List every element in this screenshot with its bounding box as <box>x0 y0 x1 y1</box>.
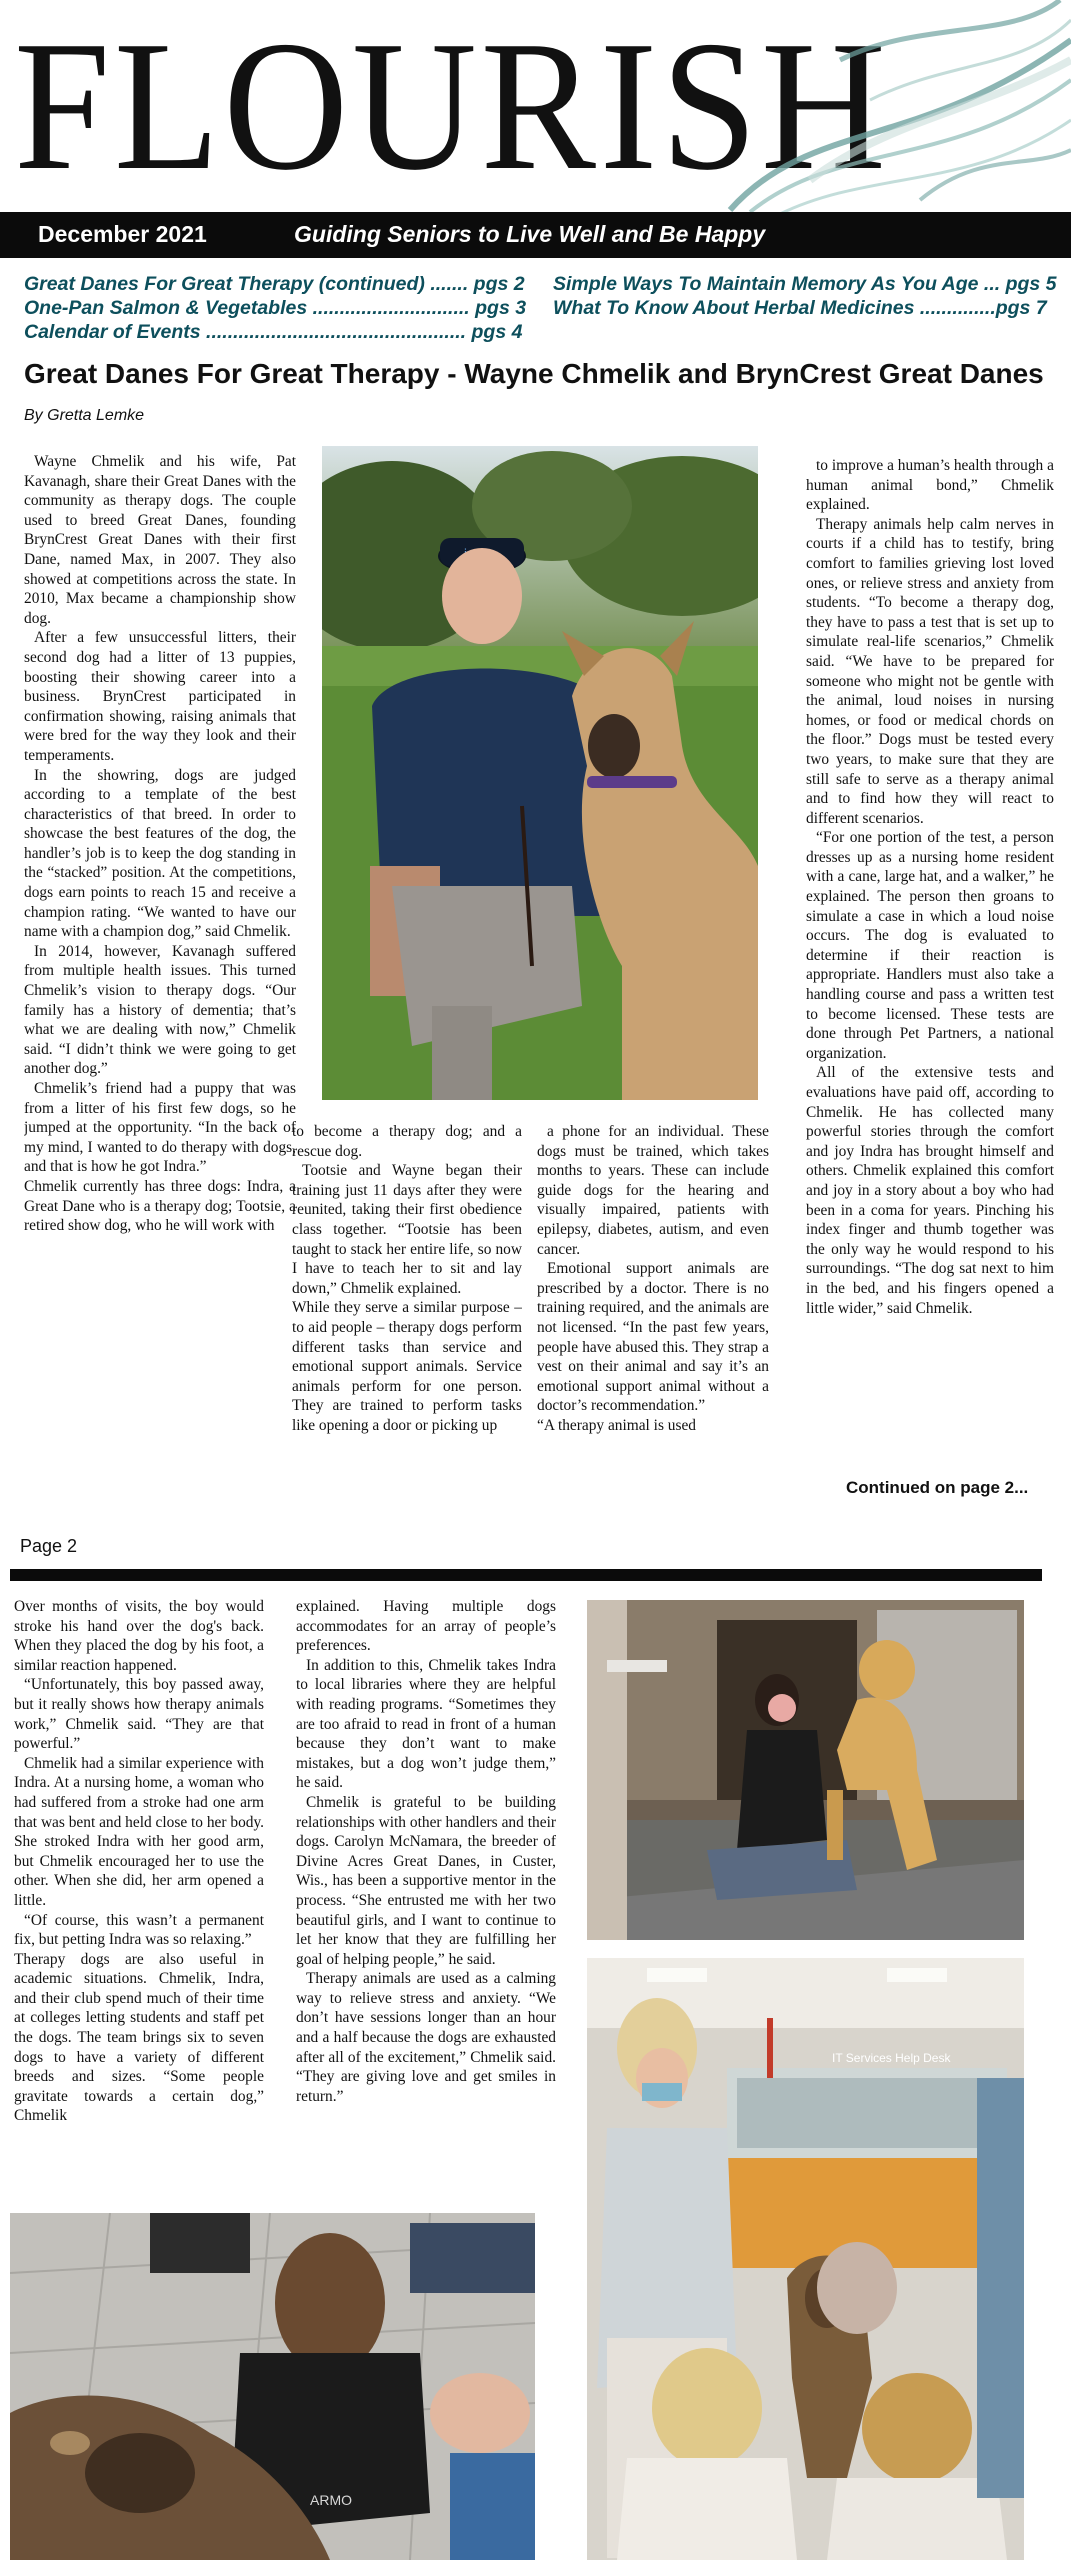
paragraph: Emotional support animals are prescribed by a doctor. There is no training required, and the animals are not licensed. “In the past few years, people have abused this. They strap a vest on their animal and say it’s an emotional support animal without a doctor’s recommendation.” <box>537 1260 769 1415</box>
help-desk-sign: IT Services Help Desk <box>832 2051 951 2065</box>
paragraph: to become a therapy dog; and a rescue dog. <box>292 1123 522 1160</box>
paragraph: While they serve a similar purpose – to aid people – therapy dogs perform different tasks than service and emotional support animals. Service animals perform for one person. They are trained to perform tasks like opening a door or picking up <box>292 1299 522 1434</box>
paragraph: In 2014, however, Kavanagh suffered from multiple health issues. This turned Chmelik’s vision to therapy dogs. “Our family has a history of dementia; that’s what we are dealing with now,” Chmelik said. “I didn’t think we were going to get another dog.” <box>24 942 296 1078</box>
photo-dog-greeting-woman <box>587 1600 1024 1940</box>
masthead-banner <box>0 212 1071 258</box>
photo-wayne-with-indra-image <box>322 446 758 1100</box>
toc-item[interactable]: Calendar of Events ................................................ pgs 4 <box>24 321 523 343</box>
photo-students-on-floor-image <box>10 2213 535 2560</box>
page2-column-2 <box>296 1597 556 2177</box>
page-divider <box>10 1569 1042 1581</box>
paragraph: Chmelik had a similar experience with Indra. At a nursing home, a woman who had suffered from a stroke had one arm that was bent and held close to her body. She stroked Indra with her good arm, but Chmelik encouraged her to use the other. When she did, her arm opened a little. <box>14 1754 264 1909</box>
paragraph: Tootsie and Wayne began their training just 11 days after they were reunited, taking their first obedience class together. “Tootsie has been taught to stack her entire life, so now I have to teach her to sit and lay down,” Chmelik explained. <box>292 1162 522 1297</box>
toc-item[interactable]: What To Know About Herbal Medicines ..............pgs 7 <box>553 297 1047 319</box>
photo-wayne-with-indra <box>322 446 758 1100</box>
paragraph: “Unfortunately, this boy passed away, but it really shows how therapy animals work,” Chmelik said. “They are that powerful.” <box>14 1676 264 1753</box>
paragraph: Therapy dogs are also useful in academic situations. Chmelik, Indra, and their club spend much of their time at colleges letting students and staff pet the dogs. The team brings six to seven dogs to have a variety of different breeds and sizes. “Some people gravitate towards a certain dog,” Chmelik <box>14 1950 264 2125</box>
toc-right <box>553 272 1057 320</box>
photo-students-help-desk-image <box>587 1958 1024 2560</box>
page2-column-1 <box>14 1597 264 2209</box>
paragraph: Chmelik currently has three dogs: Indra, a Great Dane who is a therapy dog; Tootsie, a retired show dog, who he will work with <box>24 1177 296 1235</box>
paragraph: In the showring, dogs are judged according to a template of the best characteristics of that breed. In order to showcase the best features of the dog, the handler’s job is to keep the dog standing in the “stacked” position. At the competitions, dogs earn points to reach 15 and receive a champion rating. “We wanted to have our name with a champion dog,” said Chmelik. <box>24 766 296 941</box>
paragraph: All of the extensive tests and evaluations have paid off, according to Chmelik. He has collected many powerful stories through the comfort and joy Indra has brought himself and others. Chmelik explained this comfort and joy in a story about a boy who had been in a coma for years. Pinching his index finger and thumb together was the only way he would respond to his surroundings. “The dog sat next to him in the bed, and his fingers opened a little wider,” said Chmelik. <box>806 1064 1054 1317</box>
paragraph: “A therapy animal is used <box>537 1416 696 1434</box>
photo-students-help-desk <box>587 1958 1024 2560</box>
article-column-2 <box>292 1122 522 1492</box>
tagline: Guiding Seniors to Live Well and Be Happy <box>294 221 766 247</box>
article-column-4 <box>806 456 1054 1456</box>
article-byline: By Gretta Lemke <box>24 407 145 424</box>
article-column-3 <box>537 1122 769 1492</box>
photo-dog-greeting-woman-image <box>587 1600 1024 1940</box>
continued-note: Continued on page 2... <box>846 1478 1029 1497</box>
page-label: Page 2 <box>20 1536 78 1556</box>
paragraph: Therapy animals help calm nerves in courts if a child has to testify, bring comfort to families grieving lost loved ones, or relieve stress and anxiety from students. “To become a therapy dog, they have to pass a test that is set up to simulate real-life scenarios,” Chmelik said. “We have to be prepared for someone who might not be gentle with the animal, loud noises in nursing homes, or food or medical chords on the floor.” Dogs must be tested every two years, to make sure that they are still safe to serve as a therapy animal and to find how they will react to different scenarios. <box>806 515 1054 827</box>
paragraph: After a few unsuccessful litters, their second dog had a litter of 13 puppies, boosting their showing career into a business. BrynCrest participated in confirmation showing, raising animals that were bred for the way they look and their temperaments. <box>24 629 296 764</box>
toc-item[interactable]: Great Danes For Great Therapy (continued) ....... pgs 2 <box>24 273 525 295</box>
photo-students-on-floor <box>10 2213 535 2560</box>
paragraph: “Of course, this wasn’t a permanent fix, but petting Indra was so relaxing.” <box>14 1911 264 1949</box>
paragraph: Chmelik is grateful to be building relationships with other handlers and their dogs. Carolyn McNamara, the breeder of Divine Acres Great Danes, in Custer, Wis., has been a supportive mentor in the process. “She entrusted me with her two beautiful girls, and I want to continue to let her know that they are fulfilling her goal of helping people,” he said. <box>296 1793 556 1968</box>
toc-left <box>24 272 526 344</box>
toc-item[interactable]: Simple Ways To Maintain Memory As You Age ... pgs 5 <box>553 273 1057 295</box>
paragraph: a phone for an individual. These dogs must be trained, which takes months to years. These can include guide dogs for the hearing and visually impaired, patients with epilepsy, diabetes, autism, and even cancer. <box>537 1123 769 1258</box>
masthead <box>0 0 1071 210</box>
paragraph: explained. Having multiple dogs accommodates for an array of people’s preferences. <box>296 1598 556 1655</box>
paragraph: Wayne Chmelik and his wife, Pat Kavanagh, share their Great Danes with the community as therapy dogs. The couple used to breed Great Danes, founding BrynCrest Great Danes with their first Dane, named Max, in 2007. They also showed at competitions across the state. In 2010, Max became a championship show dog. <box>24 453 296 627</box>
paragraph: In addition to this, Chmelik takes Indra to local libraries where they are helpful with reading programs. “Sometimes they are too afraid to read in front of a human because they don’t want to make mistakes, but a dog won’t judge them,” he said. <box>296 1656 556 1792</box>
swirl-decoration-icon <box>720 0 1071 215</box>
masthead-title: FLOURISH <box>14 3 890 209</box>
article-headline: Great Danes For Great Therapy - Wayne Chmelik and BrynCrest Great Danes <box>24 358 1044 389</box>
article-column-1 <box>24 452 296 1492</box>
shirt-print: ARMO <box>310 2492 352 2508</box>
paragraph: to improve a human’s health through a human animal bond,” Chmelik explained. <box>806 457 1054 514</box>
paragraph: “For one portion of the test, a person dresses up as a nursing home resident with a cane, large hat, and a walker,” he explained. The person then groans to simulate a case in which a loud noise occurs. The dog is evaluated to determine if their reaction is appropriate. Handlers must also take a handling course and pass a written test to become licensed. These tests are done through Pet Partners, a national organization. <box>806 829 1054 1062</box>
paragraph: Therapy animals are used as a calming way to relieve stress and anxiety. “We don’t have sessions longer than an hour and a half because the dogs are exhausted after all of the excitement,” Chmelik said. “They are giving love and get smiles in return.” <box>296 1970 556 2105</box>
issue-date: December 2021 <box>38 221 207 247</box>
paragraph: Over months of visits, the boy would stroke his hand over the dog's back. When they placed the dog by his foot, a similar reaction happened. <box>14 1598 264 1674</box>
toc-item[interactable]: One-Pan Salmon & Vegetables ............................. pgs 3 <box>24 297 527 319</box>
paragraph: Chmelik’s friend had a puppy that was from a litter of his first few dogs, so he jumped at the opportunity. “In the back of my mind, I wanted to do therapy with dogs, and that is how he got Indra.” <box>24 1080 296 1176</box>
